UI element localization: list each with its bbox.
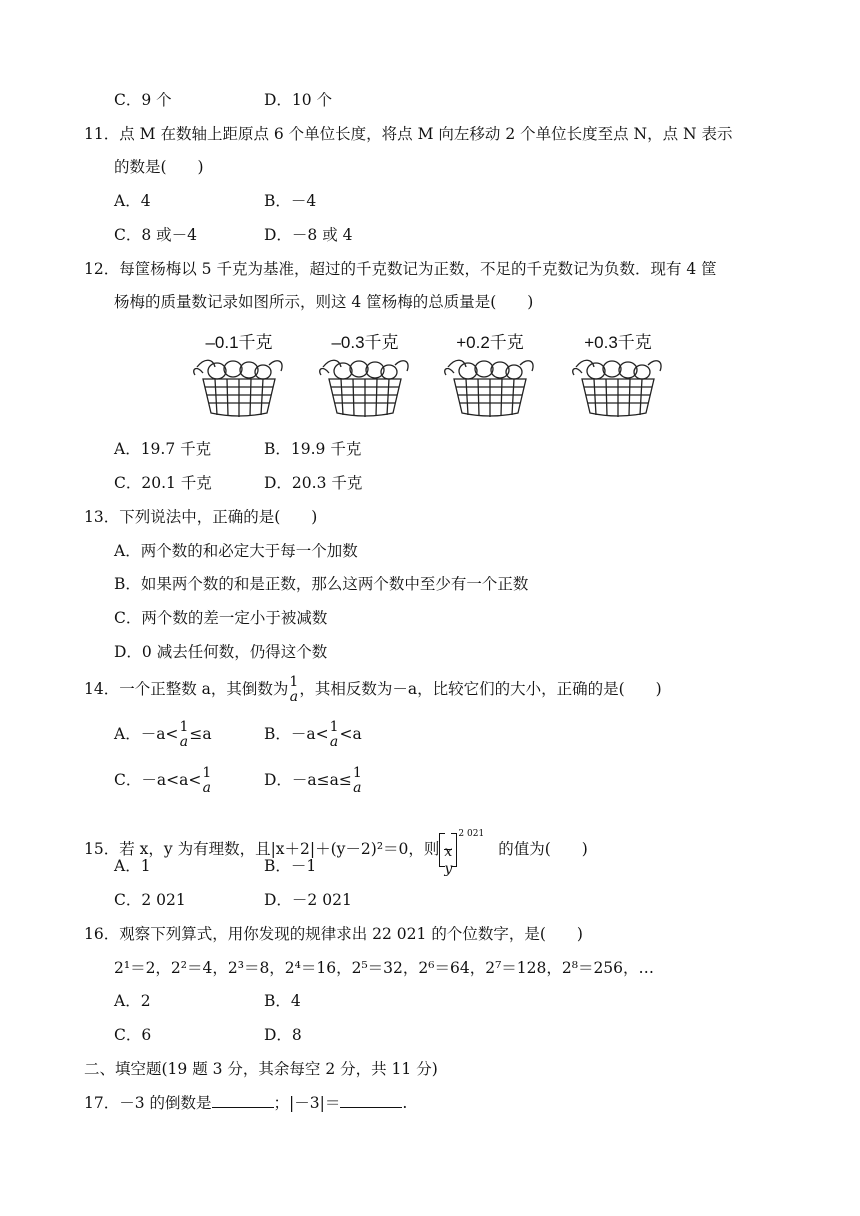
q14-stem-post: ，其相反数为－a，比较它们的大小，正确的是( ) — [299, 680, 662, 698]
q12-option-c: C．20.1 千克 — [114, 474, 212, 492]
q11-option-b: B．－4 — [264, 192, 317, 210]
q12-option-b: B．19.9 千克 — [264, 440, 362, 458]
q16-option-d: D．8 — [264, 1026, 302, 1044]
q13-option-a: A．两个数的和必定大于每一个加数 — [114, 542, 358, 560]
q17-stem: 17．－3 的倒数是 ；|－3|＝ . — [84, 1094, 408, 1112]
q15-stem-pre: 15．若 x，y 为有理数，且|x＋2|＋(y－2)²＝0，则 — [84, 840, 440, 858]
basket-2 — [310, 328, 420, 421]
q13-option-b: B．如果两个数的和是正数，那么这两个数中至少有一个正数 — [114, 575, 529, 593]
q12-option-a: A．19.7 千克 — [114, 440, 212, 458]
q13-stem: 13．下列说法中，正确的是( ) — [84, 508, 318, 526]
q10-option-c: C．9 个 — [114, 91, 172, 109]
section-heading-fill-blank: 二、填空题(19 题 3 分，其余每空 2 分，共 11 分) — [84, 1060, 438, 1078]
basket-3 — [435, 328, 545, 421]
answer-blank-1[interactable] — [212, 1093, 274, 1108]
answer-blank-2[interactable] — [340, 1093, 402, 1108]
q14-option-d: D．－a≤a≤ 1 a — [264, 765, 362, 796]
q11-option-a: A．4 — [114, 192, 151, 210]
q14-option-c: C．－a<a< 1 a — [114, 765, 212, 796]
q11-stem-line2: 的数是( ) — [114, 158, 204, 176]
basket-icon — [189, 353, 289, 417]
fraction-one-over-a: 1 a — [289, 674, 299, 705]
q13-option-c: C．两个数的差一定小于被减数 — [114, 609, 328, 627]
basket-icon — [440, 353, 540, 417]
q10-option-d: D．10 个 — [264, 91, 333, 109]
basket-3-label: +0.2千克 — [456, 333, 524, 352]
q11-stem-line1: 11．点 M 在数轴上距原点 6 个单位长度，将点 M 向左移动 2 个单位长度至点 N，点 N 表示 — [84, 125, 733, 143]
q16-stem: 16．观察下列算式，用你发现的规律求出 22 021 的个位数字，是( ) — [84, 925, 583, 943]
q14-stem-pre: 14．一个正整数 a，其倒数为 — [84, 680, 289, 698]
q16-option-c: C．6 — [114, 1026, 152, 1044]
basket-1-label: –0.1千克 — [205, 333, 273, 352]
q12-option-d: D．20.3 千克 — [264, 474, 363, 492]
q16-option-a: A．2 — [114, 992, 151, 1010]
basket-icon — [568, 353, 668, 417]
q13-option-d: D．0 减去任何数，仍得这个数 — [114, 643, 328, 661]
q11-option-c: C．8 或－4 — [114, 226, 198, 244]
q14-option-b: B．－a< 1 a <a — [264, 719, 362, 750]
q12-stem-line1: 12．每筐杨梅以 5 千克为基准，超过的千克数记为正数，不足的千克数记为负数．现有 4 筐 — [84, 260, 717, 278]
basket-icon — [315, 353, 415, 417]
q15-stem-post: 的值为( ) — [498, 840, 588, 858]
q15-option-b: B．－1 — [264, 857, 317, 875]
basket-4 — [563, 328, 673, 421]
fraction-x-over-y: x y — [439, 833, 457, 867]
q15-option-d: D．－2 021 — [264, 891, 352, 909]
q11-option-d: D．－8 或 4 — [264, 226, 353, 244]
q12-stem-line2: 杨梅的质量数记录如图所示，则这 4 筐杨梅的总质量是( ) — [114, 293, 534, 311]
basket-4-label: +0.3千克 — [584, 333, 652, 352]
basket-2-label: –0.3千克 — [331, 333, 399, 352]
q15-exponent: 2 021 — [458, 829, 485, 839]
q15-option-a: A．1 — [114, 857, 151, 875]
q14-option-a: A．－a< 1 a ≤a — [114, 719, 212, 750]
q16-option-b: B．4 — [264, 992, 301, 1010]
q16-series: 2¹＝2，2²＝4，2³＝8，2⁴＝16，2⁵＝32，2⁶＝64，2⁷＝128，2⁸＝256，… — [114, 959, 655, 977]
basket-1 — [184, 328, 294, 421]
q14-stem — [84, 672, 662, 706]
q15-option-c: C．2 021 — [114, 891, 186, 909]
